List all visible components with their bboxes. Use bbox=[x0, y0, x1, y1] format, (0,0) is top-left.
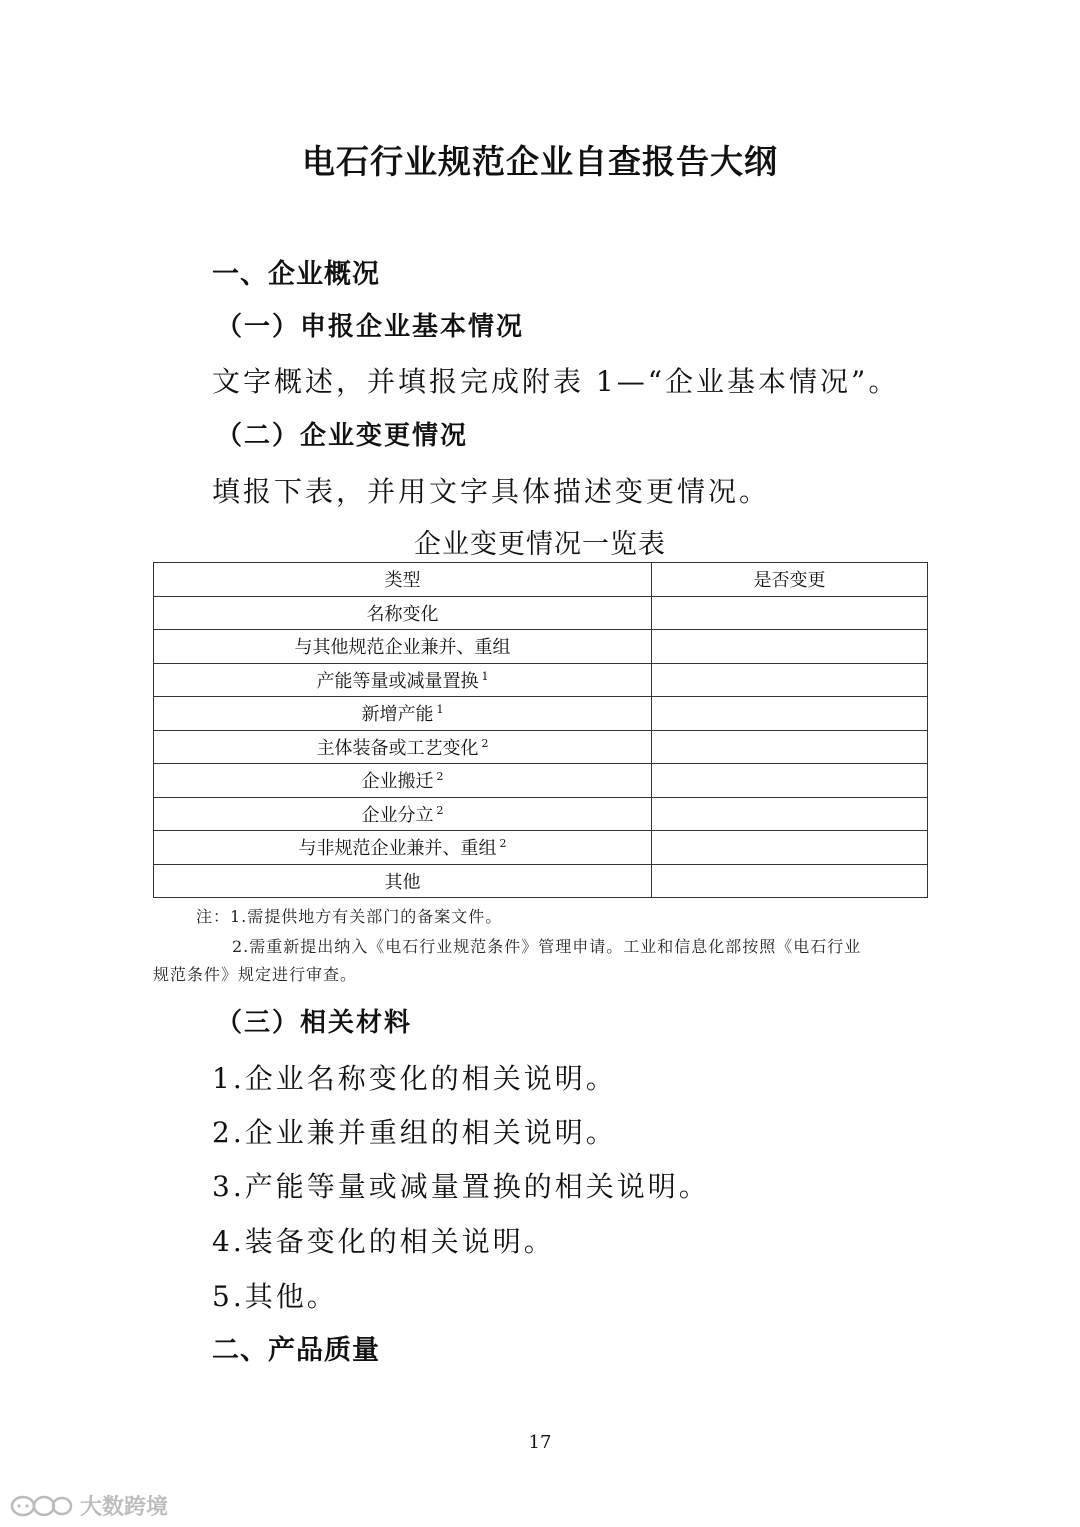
table-row bbox=[154, 697, 928, 731]
page-number: 17 bbox=[528, 1432, 552, 1453]
footnote-marker: 2 bbox=[499, 837, 507, 851]
table-cell-type bbox=[154, 596, 652, 630]
table-cell-changed bbox=[652, 730, 928, 764]
section-heading-company-overview: 一、企业概况 bbox=[212, 259, 380, 290]
table-row bbox=[154, 864, 928, 898]
footnote-marker: 1 bbox=[436, 703, 444, 717]
table-cell-type bbox=[154, 630, 652, 664]
subheading-basic-info: （一）申报企业基本情况 bbox=[216, 312, 525, 342]
table-cell-changed bbox=[652, 630, 928, 664]
table-cell-changed bbox=[652, 663, 928, 697]
materials-item: 3.产能等量或减量置换的相关说明。 bbox=[212, 1170, 710, 1203]
table-cell-changed bbox=[652, 764, 928, 798]
table-cell-changed bbox=[652, 797, 928, 831]
row-type-label: 名称变化 bbox=[366, 603, 439, 625]
watermark bbox=[10, 1490, 168, 1521]
document-title: 电石行业规范企业自查报告大纲 bbox=[302, 142, 778, 181]
table-row bbox=[154, 730, 928, 764]
table-header-row bbox=[154, 563, 928, 597]
table-note-2: 2.需重新提出纳入《电石行业规范条件》管理申请。工业和信息化部按照《电石行业 bbox=[232, 937, 862, 956]
table-cell-type bbox=[154, 730, 652, 764]
row-type-label: 主体装备或工艺变化 bbox=[316, 737, 479, 759]
table-caption: 企业变更情况一览表 bbox=[414, 529, 666, 560]
row-type-label: 新增产能 bbox=[361, 704, 434, 726]
subheading-related-materials: （三）相关材料 bbox=[216, 1008, 413, 1038]
table-cell-changed bbox=[652, 864, 928, 898]
row-type-label: 与其他规范企业兼并、重组 bbox=[294, 637, 511, 659]
section-heading-product-quality: 二、产品质量 bbox=[212, 1335, 380, 1366]
paragraph-basic-info: 文字概述，并填报完成附表 1—“企业基本情况”。 bbox=[212, 365, 900, 398]
table-row bbox=[154, 663, 928, 697]
footnote-marker: 2 bbox=[436, 770, 444, 784]
materials-item: 2.企业兼并重组的相关说明。 bbox=[212, 1116, 617, 1149]
column-header-changed: 是否变更 bbox=[652, 563, 928, 597]
table-note-1: 注：1.需提供地方有关部门的备案文件。 bbox=[196, 907, 503, 926]
table-cell-type bbox=[154, 797, 652, 831]
table-cell-changed bbox=[652, 831, 928, 865]
table-cell-changed bbox=[652, 697, 928, 731]
table-cell-type bbox=[154, 764, 652, 798]
table-row bbox=[154, 630, 928, 664]
column-header-type: 类型 bbox=[154, 563, 652, 597]
materials-item: 4.装备变化的相关说明。 bbox=[212, 1225, 555, 1258]
footnote-marker: 2 bbox=[481, 736, 489, 750]
row-type-label: 与非规范企业兼并、重组 bbox=[298, 838, 497, 860]
table-row bbox=[154, 797, 928, 831]
table-cell-type bbox=[154, 864, 652, 898]
table-cell-changed bbox=[652, 596, 928, 630]
footnote-marker: 2 bbox=[436, 803, 444, 817]
table-cell-type bbox=[154, 697, 652, 731]
row-type-label: 企业分立 bbox=[361, 804, 434, 826]
chat-bubbles-logo-icon bbox=[10, 1493, 74, 1519]
table-row bbox=[154, 596, 928, 630]
subheading-changes: （二）企业变更情况 bbox=[216, 421, 469, 451]
materials-item: 5.其他。 bbox=[212, 1280, 338, 1313]
table-cell-type bbox=[154, 663, 652, 697]
row-type-label: 其他 bbox=[384, 871, 421, 893]
table-row bbox=[154, 764, 928, 798]
watermark-text: 大数跨境 bbox=[80, 1495, 169, 1520]
table-note-2-continued: 规范条件》规定进行审查。 bbox=[153, 965, 358, 984]
change-summary-table bbox=[153, 562, 928, 898]
footnote-marker: 1 bbox=[481, 669, 489, 683]
table-row bbox=[154, 831, 928, 865]
row-type-label: 企业搬迁 bbox=[361, 771, 434, 793]
paragraph-changes: 填报下表，并用文字具体描述变更情况。 bbox=[212, 475, 771, 508]
materials-item: 1.企业名称变化的相关说明。 bbox=[212, 1062, 617, 1095]
row-type-label: 产能等量或减量置换 bbox=[316, 670, 479, 692]
table-cell-type bbox=[154, 831, 652, 865]
